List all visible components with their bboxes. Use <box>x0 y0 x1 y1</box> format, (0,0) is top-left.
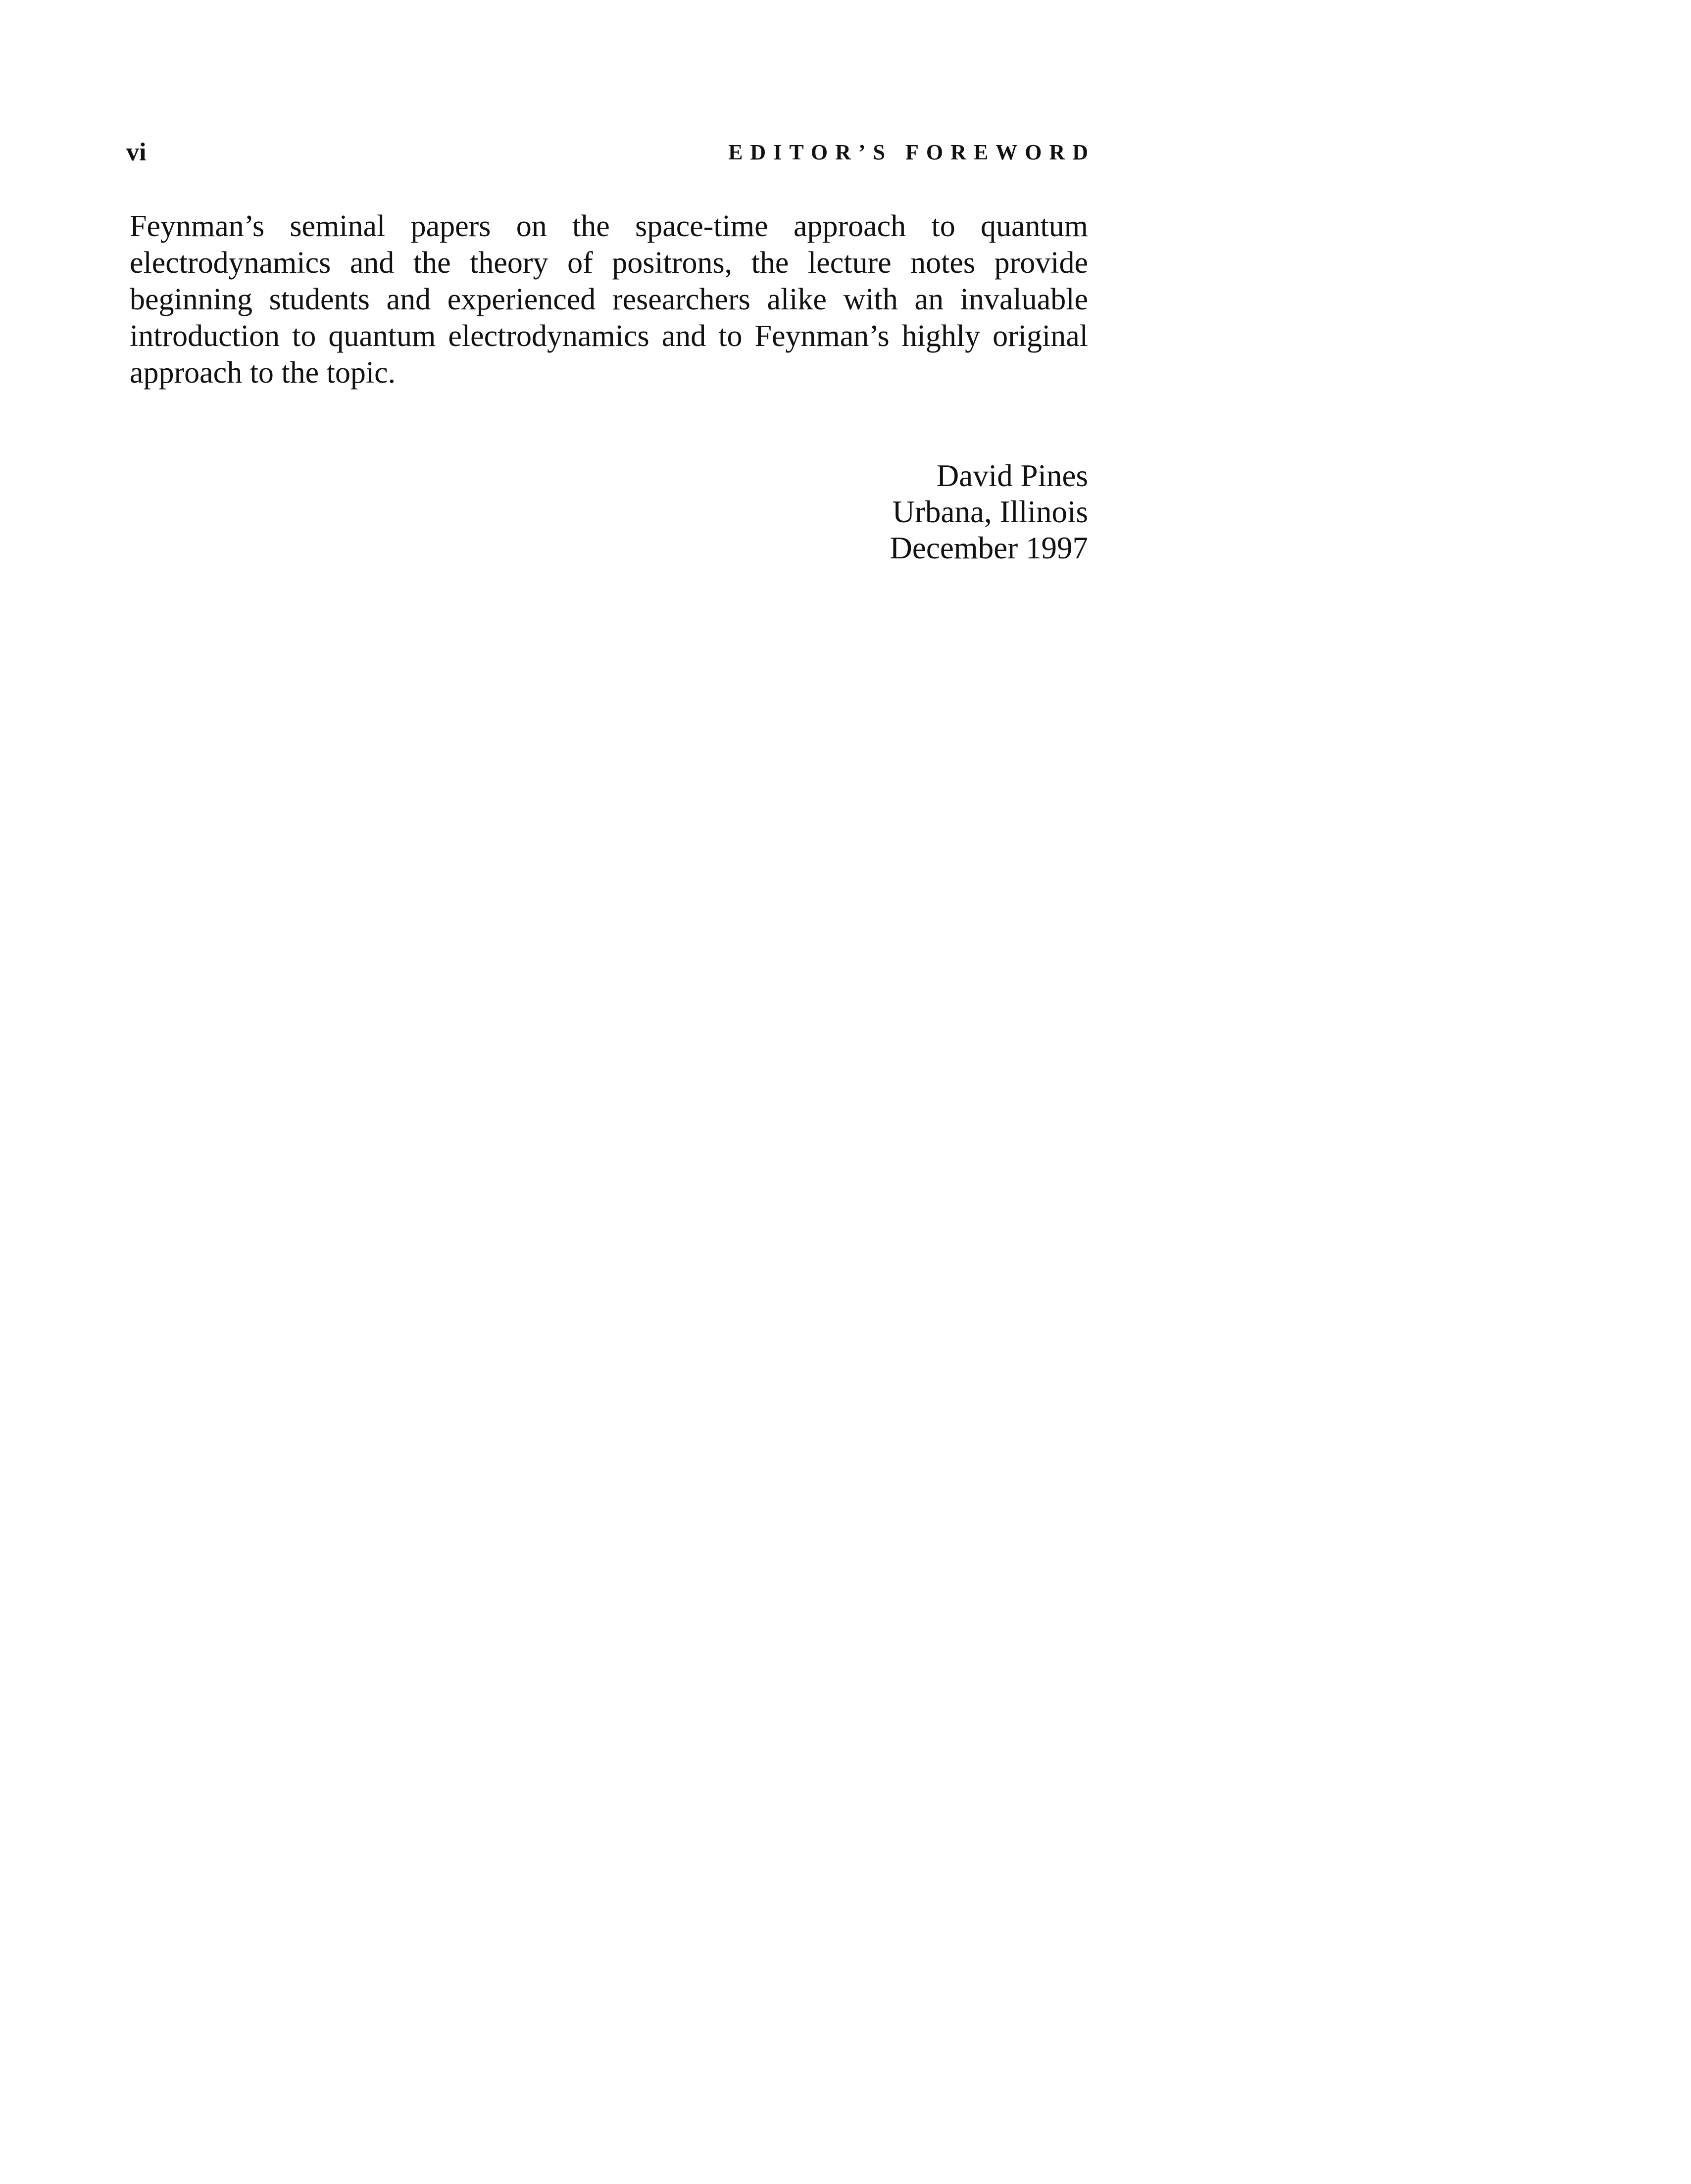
signature-date: December 1997 <box>890 531 1088 565</box>
section-title: EDITOR’S FOREWORD <box>728 140 1095 164</box>
running-head <box>126 133 1095 172</box>
author-name: David Pines <box>936 458 1088 493</box>
body-paragraph: Feynman’s seminal papers on the space-time approach to quantum electrodynamics and the theory of positrons, the lecture notes provide beginning students and experienced researchers alike with an invaluable introduction to quantum electrodynamics and to Feynman’s highly original approach to the topic. <box>130 209 1088 390</box>
signature-block <box>743 458 1088 566</box>
page-number: vi <box>126 138 147 166</box>
author-location: Urbana, Illinois <box>892 495 1088 529</box>
